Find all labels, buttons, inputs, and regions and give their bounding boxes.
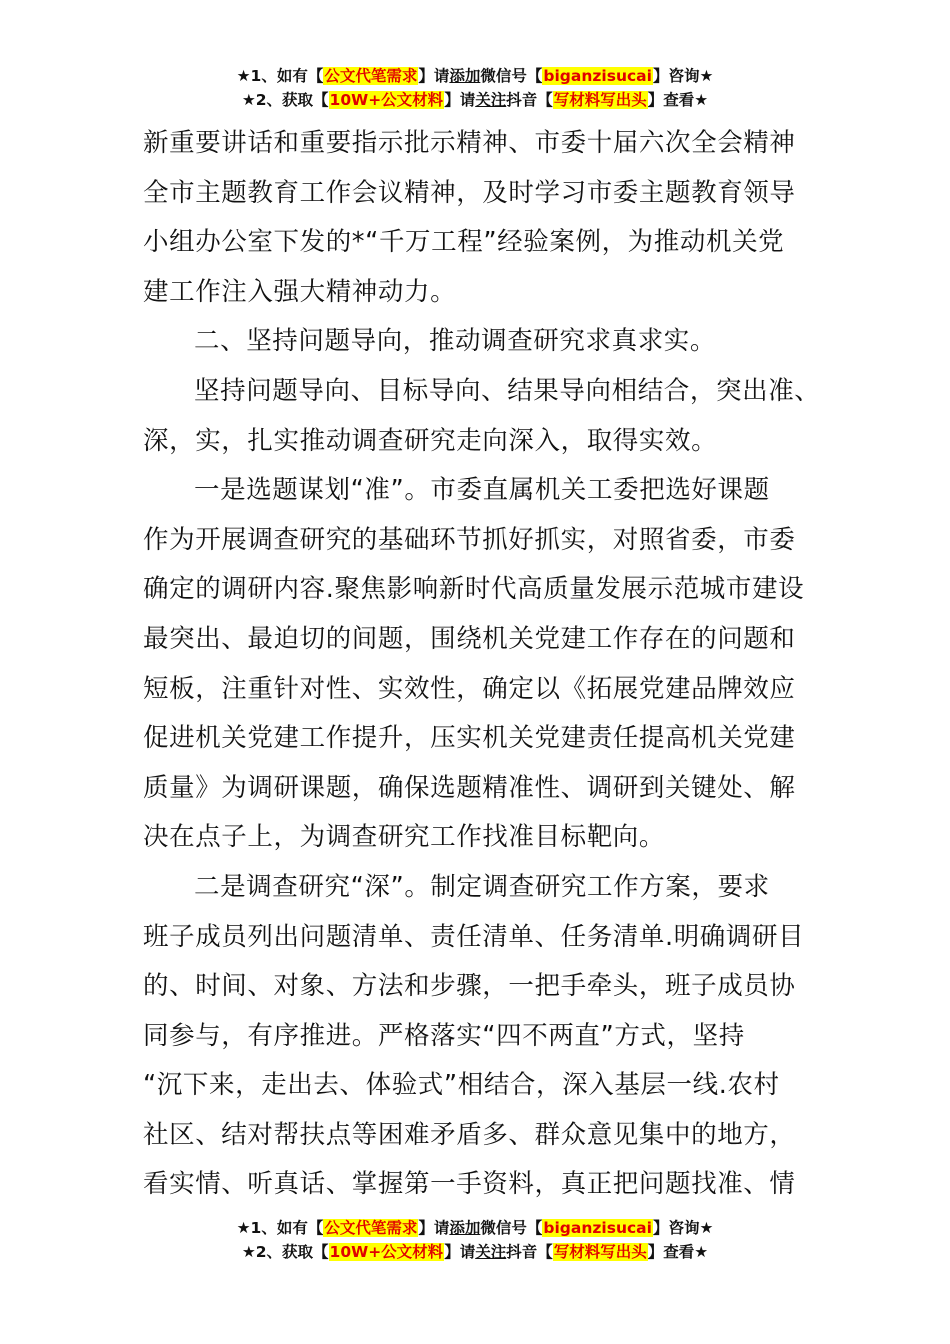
highlight-service: 公文代笔需求 xyxy=(324,67,418,85)
banner-line-2: ★2、获取【10W+公文材料】请关注抖音【写材料写出头】查看★ xyxy=(241,1243,709,1261)
highlight-wechat-id: biganzisucai xyxy=(543,67,652,85)
body-line: 全市主题教育工作会议精神，及时学习市委主题教育领导 xyxy=(143,177,796,208)
body-line: 同参与，有序推进。严格落实“四不两直”方式，坚持 xyxy=(143,1020,745,1051)
body-line: 确定的调研内容.聚焦影响新时代高质量发展示范城市建设 xyxy=(143,574,805,605)
body-line: 新重要讲话和重要指示批示精神、市委十届六次全会精神 xyxy=(143,128,796,158)
body-line: 质量》为调研课题，确保选题精准性、调研到关键处、解 xyxy=(143,772,796,803)
body-line: 最突出、最迫切的间题，围绕机关党建工作存在的问题和 xyxy=(143,623,796,654)
body-line: 的、时间、对象、方法和步骤，一把手牵头，班子成员协 xyxy=(143,971,796,1002)
body-line: 社区、结对帮扶点等困难矛盾多、群众意见集中的地方， xyxy=(143,1119,796,1150)
highlight-wechat-id: biganzisucai xyxy=(543,1219,652,1237)
body-line: 看实情、听真话、掌握第一手资料，真正把问题找准、情 xyxy=(143,1169,796,1200)
body-line: 决在点子上，为调查研究工作找准目标靶向。 xyxy=(143,822,666,853)
body-line: 坚持问题导向、目标导向、结果导向相结合，突出准、 xyxy=(194,375,821,406)
body-line: 班子成员列出问题清单、责任清单、任务清单.明确调研目 xyxy=(143,921,805,952)
body-line: 建工作注入强大精神动力。 xyxy=(143,276,457,307)
body-line: “沉下来，走出去、体验式”相结合，深入基层一线.农村 xyxy=(143,1070,780,1101)
body-line: 一是选题谋划“准”。市委直属机关工委把选好课题 xyxy=(194,475,770,506)
banner-line-1: ★1、如有【公文代笔需求】请添加微信号【biganzisucai】咨询★ xyxy=(236,67,714,85)
body-line: 作为开展调查研究的基础环节抓好抓实，对照省委，市委 xyxy=(143,524,796,555)
highlight-materials: 10W+公文材料 xyxy=(329,91,444,109)
footer-banner xyxy=(0,1216,950,1264)
body-line: 二是调查研究“深”。制定调查研究工作方案，要求 xyxy=(194,871,770,902)
highlight-materials: 10W+公文材料 xyxy=(329,1243,444,1261)
banner-line-2: ★2、获取【10W+公文材料】请关注抖音【写材料写出头】查看★ xyxy=(241,91,709,109)
body-line: 小组办公室下发的*“千万工程”经验案例，为推动机关党 xyxy=(143,227,785,258)
highlight-douyin-id: 写材料写出头 xyxy=(553,91,647,109)
highlight-douyin-id: 写材料写出头 xyxy=(553,1243,647,1261)
section-heading: 二、坚持问题导向，推动调查研究求真求实。 xyxy=(194,326,717,357)
banner-line-1: ★1、如有【公文代笔需求】请添加微信号【biganzisucai】咨询★ xyxy=(236,1219,714,1237)
header-banner xyxy=(0,64,950,112)
body-line: 促进机关党建工作提升，压实机关党建责任提高机关党建 xyxy=(143,723,796,754)
highlight-service: 公文代笔需求 xyxy=(324,1219,418,1237)
document-body xyxy=(143,119,823,1210)
body-line: 深，实，扎实推动调查研究走向深入，取得实效。 xyxy=(143,425,718,456)
body-line: 短板，注重针对性、实效性，确定以《拓展党建品牌效应 xyxy=(143,673,796,704)
